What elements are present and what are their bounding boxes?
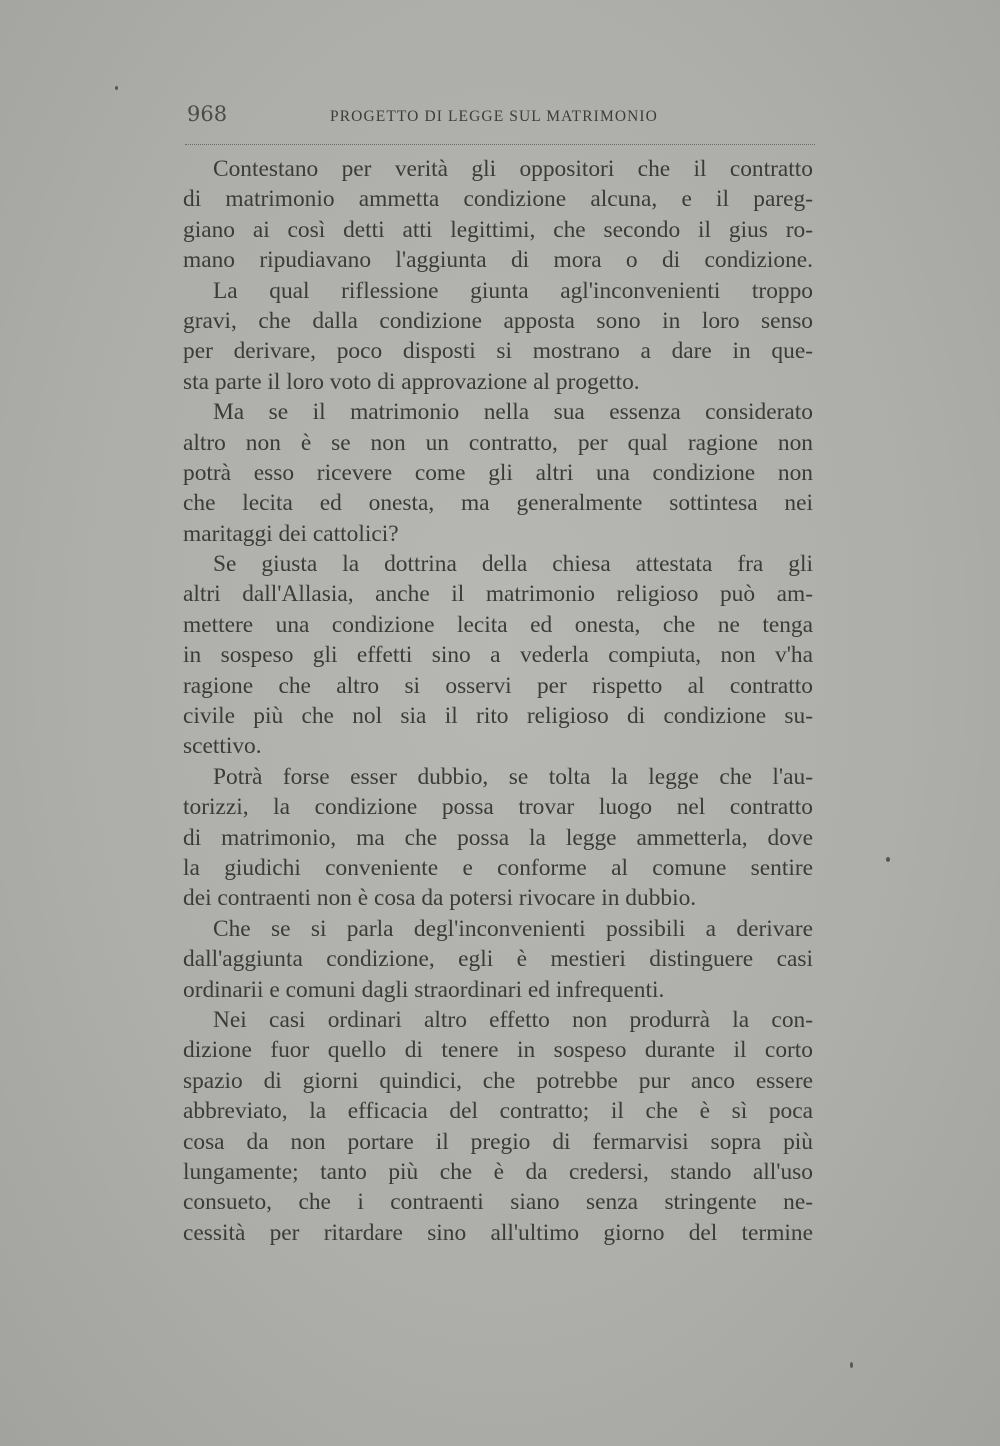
text-line: la giudichi conveniente e conforme al comune sentire: [183, 854, 813, 881]
text-line: Contestano per verità gli oppositori che il contratto: [213, 156, 813, 182]
text-line: mettere una condizione lecita ed onesta, che ne tenga: [183, 611, 813, 638]
page-header: [185, 100, 815, 145]
text-line: civile più che nol sia il rito religioso di condizione su-: [183, 703, 813, 730]
text-line: ragione che altro si osservi per rispetto al contratto: [183, 672, 813, 699]
text-line: La qual riflessione giunta agl'inconvenienti troppo: [213, 277, 813, 304]
ink-speck: [886, 857, 890, 862]
text-line: per derivare, poco disposti si mostrano a dare in que-: [183, 338, 813, 365]
text-line: cosa da non portare il pregio di fermarvisi sopra più: [183, 1128, 813, 1155]
text-line: mano ripudiavano l'aggiunta di mora o di condizione.: [183, 247, 813, 274]
text-line: abbreviato, la efficacia del contratto; il che è sì poca: [183, 1098, 813, 1125]
text-line: altri dall'Allasia, anche il matrimonio religioso può am-: [183, 581, 813, 608]
text-line: torizzi, la condizione possa trovar luogo nel contratto: [183, 794, 813, 821]
text-line: di matrimonio, ma che possa la legge ammetterla, dove: [183, 824, 813, 851]
text-line: ordinarii e comuni dagli straordinari ed infrequenti.: [183, 976, 665, 1003]
text-line: Se giusta la dottrina della chiesa attestata fra gli: [213, 551, 813, 578]
text-line: sta parte il loro voto di approvazione al progetto.: [183, 368, 640, 395]
text-line: Nei casi ordinari altro effetto non produrrà la con-: [213, 1006, 813, 1033]
text-line: spazio di giorni quindici, che potrebbe pur anco essere: [183, 1067, 813, 1094]
text-line: dei contraenti non è cosa da potersi rivocare in dubbio.: [183, 885, 697, 912]
text-line: cessità per ritardare sino all'ultimo giorno del termine: [183, 1219, 813, 1246]
page-number: 968: [187, 102, 228, 126]
text-line: lungamente; tanto più che è da credersi, stando all'uso: [183, 1158, 813, 1185]
text-line: giano ai così detti atti legittimi, che secondo il gius ro-: [183, 216, 813, 243]
text-line: maritaggi dei cattolici?: [183, 520, 399, 547]
text-line: gravi, che dalla condizione apposta sono in loro senso: [183, 307, 813, 334]
text-line: Ma se il matrimonio nella sua essenza considerato: [213, 399, 813, 426]
text-line: Che se si parla degl'inconvenienti possibili a derivare: [213, 915, 813, 942]
text-line: in sospeso gli effetti sino a vederla compiuta, non v'ha: [183, 642, 813, 669]
text-line: consueto, che i contraenti siano senza stringente ne-: [183, 1189, 813, 1216]
text-line: scettivo.: [183, 733, 262, 760]
text-line: dall'aggiunta condizione, egli è mestieri distinguere casi: [183, 946, 813, 973]
ink-speck: [850, 1362, 853, 1368]
text-line: Potrà forse esser dubbio, se tolta la legge che l'au-: [213, 763, 813, 790]
ink-speck: [115, 86, 118, 90]
text-line: altro non è se non un contratto, per qual ragione non: [183, 429, 813, 456]
text-line: potrà esso ricevere come gli altri una condizione non: [183, 459, 813, 486]
text-line: che lecita ed onesta, ma generalmente sottintesa nei: [183, 490, 813, 517]
running-head: PROGETTO DI LEGGE SUL MATRIMONIO: [330, 108, 658, 125]
body-text: [183, 154, 813, 1248]
text-line: dizione fuor quello di tenere in sospeso durante il corto: [183, 1037, 813, 1064]
text-line: di matrimonio ammetta condizione alcuna, e il pareg-: [183, 186, 813, 213]
